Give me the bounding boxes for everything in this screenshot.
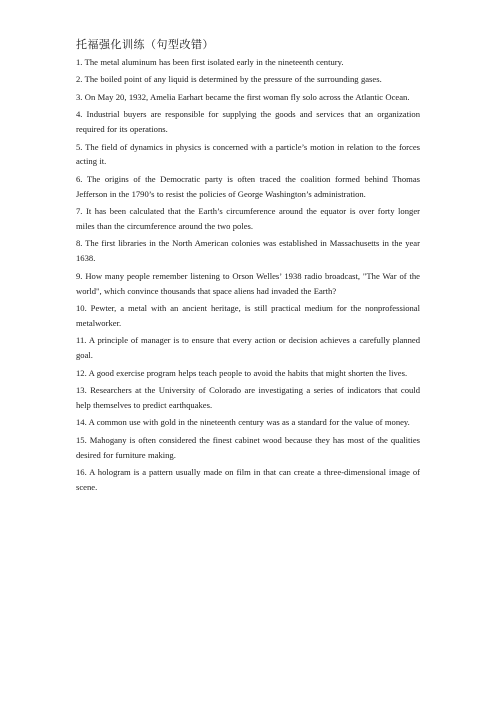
exercise-item-13: 13. Researchers at the University of Colorado are investigating a series of indicators that could help themselves to predict earthquakes.	[76, 385, 420, 411]
exercise-item-14: 14. A common use with gold in the nineteenth century was as a standard for the value of money.	[76, 417, 410, 428]
exercise-item-4: 4. Industrial buyers are responsible for supplying the goods and services that an organization required for its operations.	[76, 109, 420, 135]
exercise-item-6: 6. The origins of the Democratic party is often traced the coalition formed behind Thomas Jefferson in the 1790’s to resist the policies of George Washington’s administration.	[76, 173, 420, 199]
document-title: 托福强化训练（句型改错）	[76, 38, 214, 51]
exercise-item-7: 7. It has been calculated that the Earth’s circumference around the equator is over forty longer miles than the circumference around the two poles.	[76, 206, 420, 232]
exercise-item-5: 5. The field of dynamics in physics is concerned with a particle’s motion in relation to the forces acting it.	[76, 141, 420, 167]
document-page	[76, 36, 420, 497]
exercise-item-9: 9. How many people remember listening to Orson Welles’ 1938 radio broadcast, "The War of the world", which convince thousands that space aliens had invaded the Earth?	[76, 270, 420, 296]
exercise-item-1: 1. The metal aluminum has been first isolated early in the nineteenth century.	[76, 57, 344, 67]
exercise-item-3: 3. On May 20, 1932, Amelia Earhart became the first woman fly solo across the Atlantic Ocean.	[76, 91, 410, 102]
exercise-item-2: 2. The boiled point of any liquid is determined by the pressure of the surrounding gases.	[76, 74, 382, 85]
exercise-item-12: 12. A good exercise program helps teach people to avoid the habits that might shorten the lives.	[76, 367, 408, 378]
exercise-item-16: 16. A hologram is a pattern usually made on film in that can create a three-dimensional image of scene.	[76, 467, 420, 493]
exercise-item-10: 10. Pewter, a metal with an ancient heritage, is still practical medium for the nonprofessional metalworker.	[76, 303, 420, 328]
exercise-item-11: 11. A principle of manager is to ensure that every action or decision achieves a carefully planned goal.	[76, 335, 420, 361]
exercise-item-8: 8. The first libraries in the North American colonies was established in Massachusetts in the year 1638.	[76, 238, 420, 264]
exercise-item-15: 15. Mahogany is often considered the finest cabinet wood because they has most of the qualities desired for furniture making.	[76, 434, 420, 460]
